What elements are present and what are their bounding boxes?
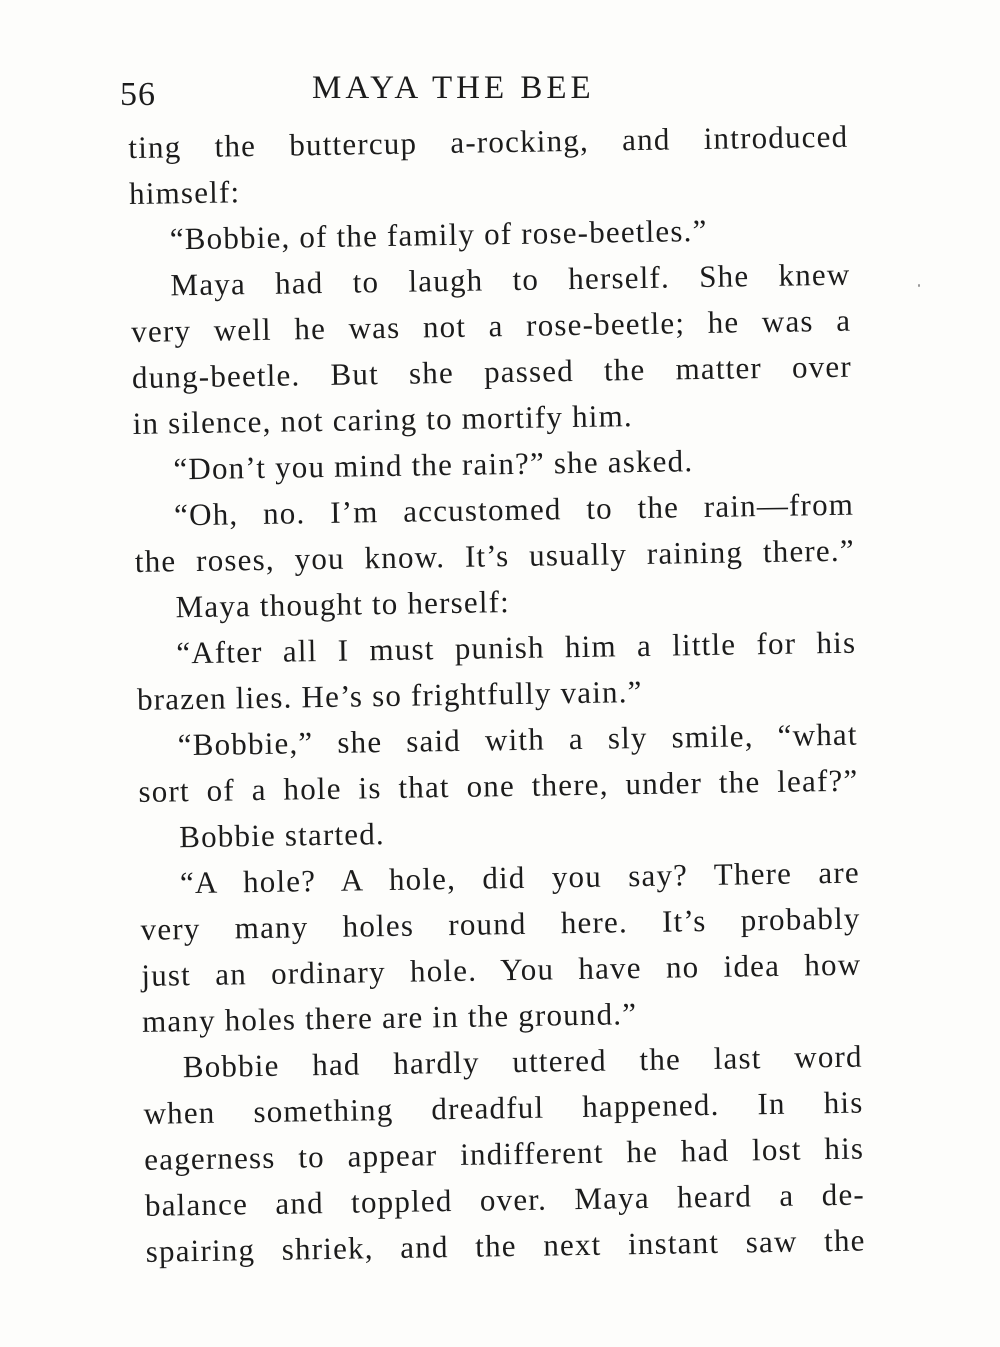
text-line: Maya had to laugh to herself. She knew bbox=[170, 256, 851, 303]
text-line: brazen lies. He’s so frightfully vain.” bbox=[136, 673, 643, 717]
text-line: when something dreadful happened. In his bbox=[143, 1084, 864, 1131]
text-line: dung-beetle. But she passed the matter over bbox=[131, 348, 853, 395]
text-line: Bobbie started. bbox=[178, 816, 386, 855]
text-line: many holes there are in the ground.” bbox=[141, 996, 638, 1039]
text-line: “Bobbie,” she said with a sly smile, “what bbox=[177, 716, 858, 763]
text-line: Bobbie had hardly uttered the last word bbox=[182, 1038, 863, 1085]
page-number: 56 bbox=[120, 76, 156, 113]
text-line: eagerness to appear indifferent he had lost his bbox=[143, 1130, 865, 1177]
text-line: Maya thought to herself: bbox=[175, 584, 511, 625]
text-line: “After all I must punish him a little for his bbox=[176, 624, 857, 671]
text-line: very well he was not a rose-beetle; he was a bbox=[130, 302, 852, 349]
text-line: himself: bbox=[128, 174, 241, 211]
text-line: “Oh, no. I’m accustomed to the rain—from bbox=[173, 486, 855, 533]
text-line: spairing shriek, and the next instant saw the bbox=[145, 1222, 866, 1269]
text-line: just an ordinary hole. You have no idea how bbox=[141, 946, 862, 993]
text-line: “Bobbie, of the family of rose-beetles.” bbox=[169, 212, 708, 257]
text-line: “A hole? A hole, did you say? There are bbox=[179, 854, 861, 901]
text-line: ting the buttercup a-rocking, and introduced bbox=[128, 118, 849, 165]
text-line: sort of a hole is that one there, under the leaf?” bbox=[138, 762, 859, 809]
text-line: the roses, you know. It’s usually raining there.” bbox=[134, 532, 856, 579]
text-line: very many holes round here. It’s probably bbox=[140, 900, 861, 947]
text-line: “Don’t you mind the rain?” she asked. bbox=[173, 443, 694, 487]
page-header bbox=[120, 70, 820, 120]
paper-speck bbox=[918, 284, 920, 287]
body-text bbox=[128, 114, 866, 1275]
running-title: MAYA THE BEE bbox=[312, 70, 595, 106]
text-line: in silence, not caring to mortify him. bbox=[132, 398, 634, 441]
text-line: balance and toppled over. Maya heard a de- bbox=[144, 1176, 866, 1223]
